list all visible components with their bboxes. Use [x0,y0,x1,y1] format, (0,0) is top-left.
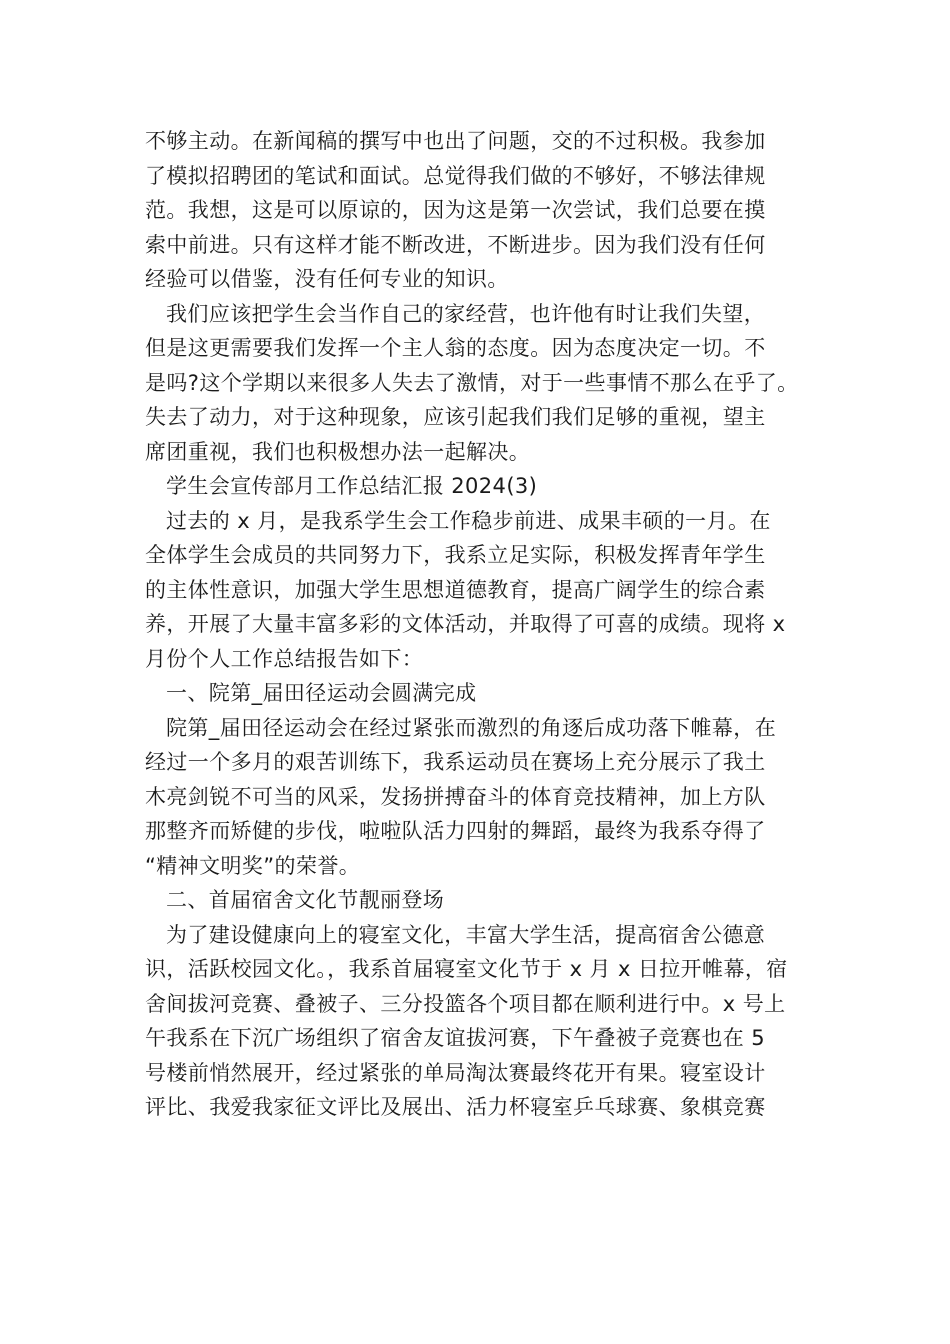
paragraph-start-line: 我们应该把学生会当作自己的家经营，也许他有时让我们失望， [166,301,766,326]
text-line: “精神文明奖”的荣誉。 [145,853,361,878]
section-heading: 一、院第_届田径运动会圆满完成 [166,681,477,705]
paragraph-start-line: 院第_届田径运动会在经过紧张而激烈的角逐后成功落下帷幕，在 [166,715,777,740]
text-line: 那整齐而矫健的步伐，啦啦队活力四射的舞蹈，最终为我系夺得了 [145,819,766,843]
text-line: 范。我想，这是可以原谅的，因为这是第一次尝试，我们总要在摸 [145,198,766,222]
paragraph-start-line: 为了建设健康向上的寝室文化，丰富大学生活，提高宿舍公德意 [166,922,766,947]
text-line: 失去了动力，对于这种现象，应该引起我们我们足够的重视，望主 [145,405,766,429]
section-heading: 二、首届宿舍文化节靓丽登场 [166,888,445,912]
text-line: 评比、我爱我家征文评比及展出、活力杯寝室乒乓球赛、象棋竞赛 [145,1095,766,1119]
text-line: 舍间拔河竞赛、叠被子、三分投篮各个项目都在顺利进行中。x 号上 [145,991,786,1016]
document-body [145,124,825,1125]
text-line: 经过一个多月的艰苦训练下，我系运动员在赛场上充分展示了我土 [145,750,766,774]
text-line: 号楼前悄然展开，经过紧张的单局淘汰赛最终花开有果。寝室设计 [145,1060,766,1085]
text-line: 是吗?这个学期以来很多人失去了激情，对于一些事情不那么在乎了。 [145,370,799,395]
text-line: 索中前进。只有这样才能不断改进，不断进步。因为我们没有任何 [145,232,766,257]
text-line: 识，活跃校园文化。，我系首届寝室文化节于 x 月 x 日拉开帷幕，宿 [145,957,788,981]
paragraph-start-line: 过去的 x 月，是我系学生会工作稳步前进、成果丰硕的一月。在 [166,508,771,533]
text-line: 养，开展了大量丰富多彩的文体活动，并取得了可喜的成绩。现将 x [145,612,786,636]
text-line: 的主体性意识，加强大学生思想道德教育，提高广阔学生的综合素 [145,577,766,602]
section-title: 学生会宣传部月工作总结汇报 2024(3) [166,474,538,498]
text-line: 经验可以借鉴，没有任何专业的知识。 [145,267,509,291]
text-line: 午我系在下沉广场组织了宿舍友谊拔河赛，下午叠被子竞赛也在 5 [145,1026,766,1050]
text-line: 不够主动。在新闻稿的撰写中也出了问题，交的不过积极。我参加 [145,129,766,153]
text-line: 全体学生会成员的共同努力下，我系立足实际，积极发挥青年学生 [145,543,766,567]
text-line: 但是这更需要我们发挥一个主人翁的态度。因为态度决定一切。不 [145,336,766,360]
text-line: 席团重视，我们也积极想办法一起解决。 [145,439,531,464]
text-line: 木亮剑锐不可当的风采，发扬拼搏奋斗的体育竞技精神，加上方队 [145,784,766,809]
text-line: 了模拟招聘团的笔试和面试。总觉得我们做的不够好，不够法律规 [145,163,766,188]
text-line: 月份个人工作总结报告如下： [145,646,424,671]
